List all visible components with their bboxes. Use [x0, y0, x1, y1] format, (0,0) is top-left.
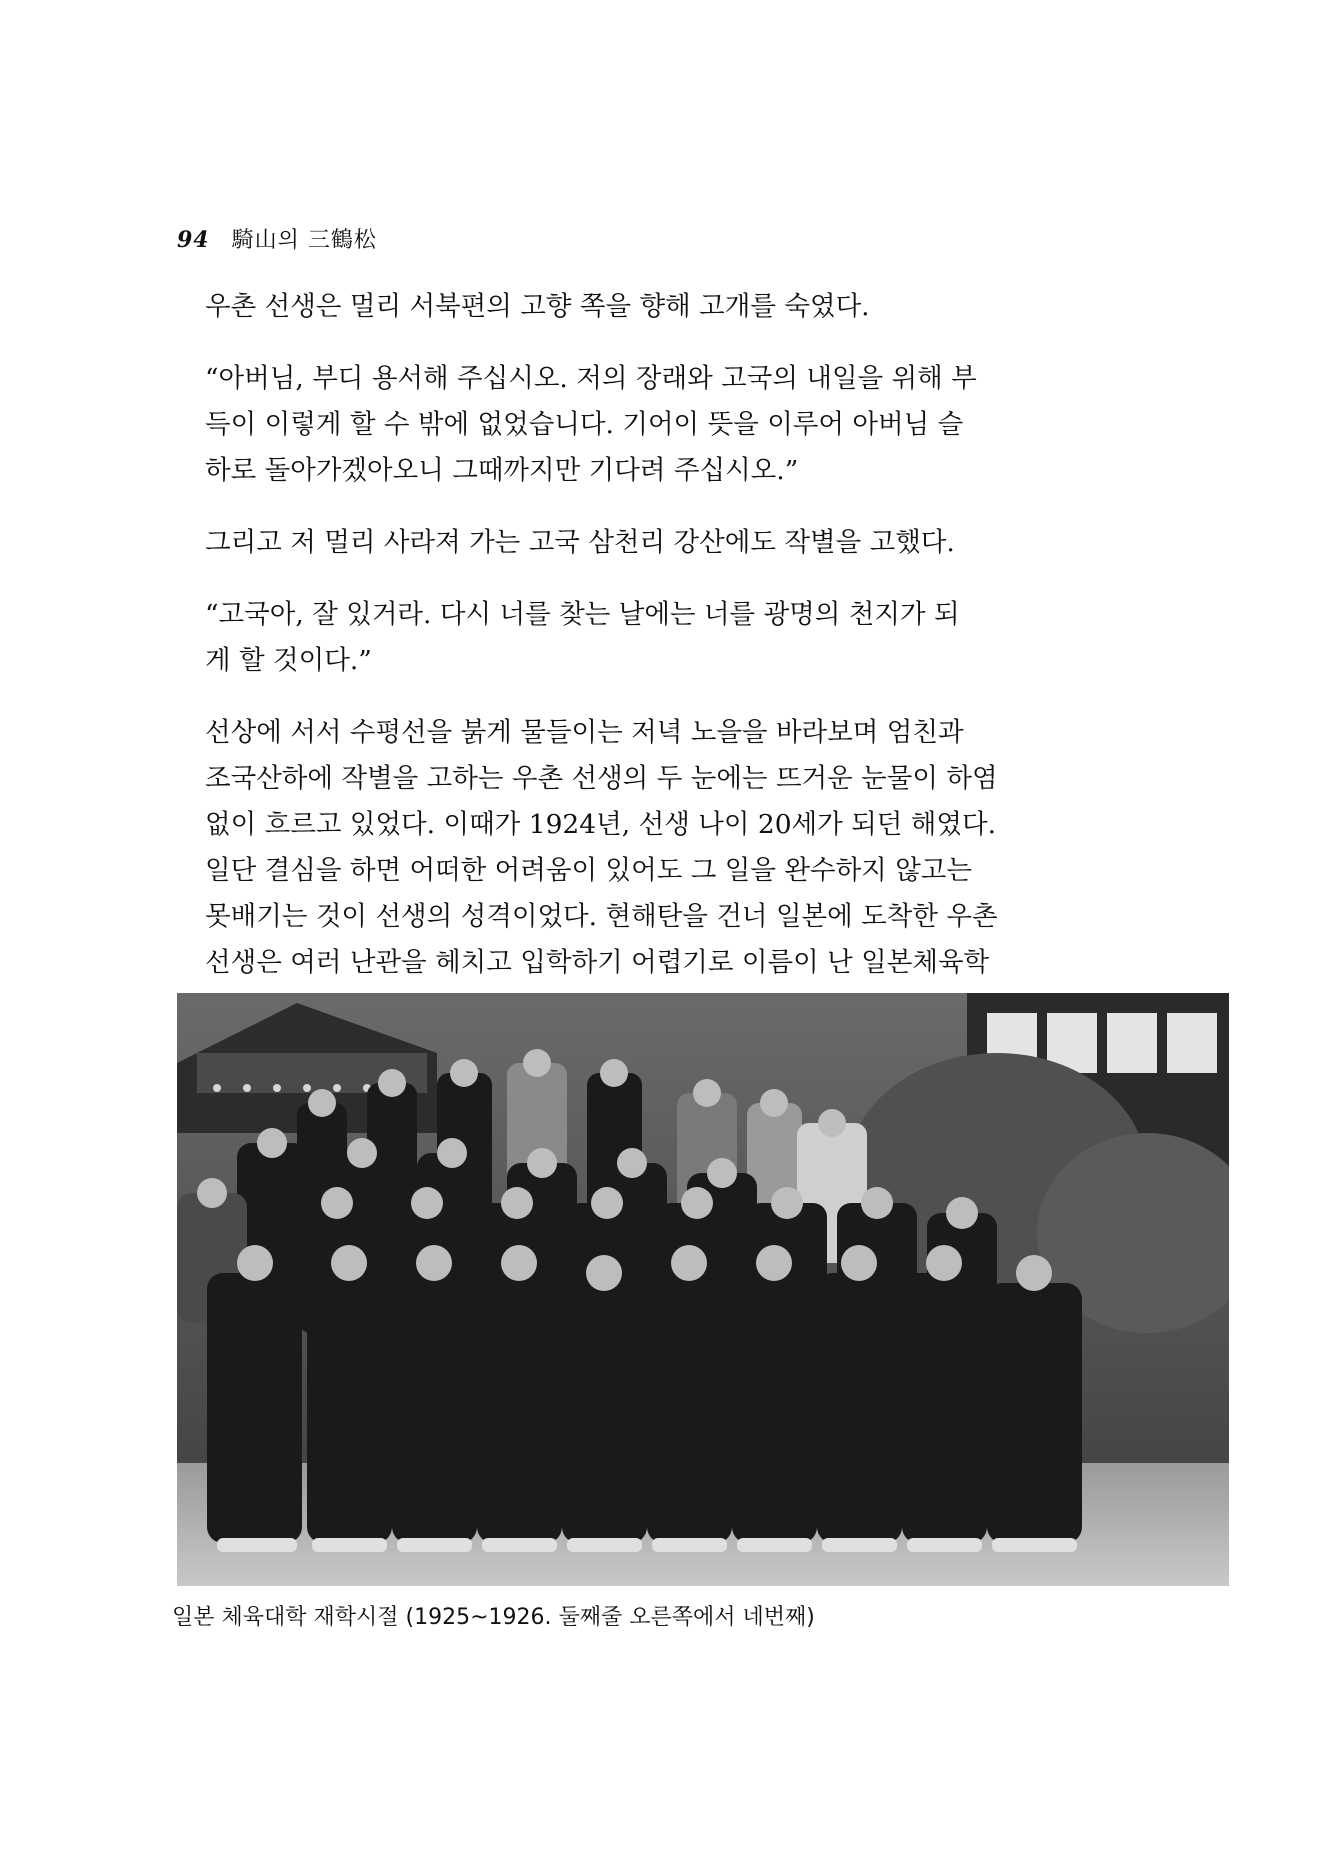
text-line: 우촌 선생은 멀리 서북편의 고향 쪽을 향해 고개를 숙였다. [205, 291, 870, 322]
quote-homeland [172, 592, 1010, 684]
running-head [177, 223, 377, 254]
text-line: 못배기는 것이 선생의 성격이었다. 현해탄을 건너 일본에 도착한 우촌 [205, 901, 998, 932]
book-title: 騎山의 三鶴松 [231, 228, 377, 253]
body-text [172, 284, 1010, 1032]
text-line: 조국산하에 작별을 고하는 우촌 선생의 두 눈에는 뜨거운 눈물이 하염 [205, 763, 998, 794]
group-photo [177, 993, 1229, 1586]
text-line: 선상에 서서 수평선을 붉게 물들이는 저녁 노을을 바라보며 엄친과 [205, 717, 964, 748]
page-number: 94 [177, 227, 210, 253]
paragraph-1 [172, 284, 1010, 330]
text-line: 하로 돌아가겠아오니 그때까지만 기다려 주십시오.” [205, 455, 799, 486]
photo-caption: 일본 체육대학 재학시절 (1925~1926. 둘째줄 오른쪽에서 네번째) [172, 1605, 815, 1630]
paragraph-2 [172, 520, 1010, 566]
text-line: 득이 이렇게 할 수 밖에 없었습니다. 기어이 뜻을 이루어 아버님 슬 [205, 409, 964, 440]
group-photo-icon [177, 993, 1229, 1586]
text-line: 그리고 저 멀리 사라져 가는 고국 삼천리 강산에도 작별을 고했다. [205, 527, 955, 558]
text-line: “아버님, 부디 용서해 주십시오. 저의 장래와 고국의 내일을 위해 부 [205, 363, 977, 394]
text-line: 일단 결심을 하면 어떠한 어려움이 있어도 그 일을 완수하지 않고는 [205, 855, 972, 886]
paragraph-3 [172, 710, 1010, 848]
quote-father [172, 356, 1010, 494]
text-line: 게 할 것이다.” [205, 645, 372, 676]
text-line: “고국아, 잘 있거라. 다시 너를 찾는 날에는 너를 광명의 천지가 되 [205, 599, 960, 630]
text-line: 없이 흐르고 있었다. 이때가 1924년, 선생 나이 20세가 되던 해였다. [205, 809, 997, 840]
text-line: 선생은 여러 난관을 헤치고 입학하기 어렵기로 이름이 난 일본체육학 [205, 947, 990, 978]
